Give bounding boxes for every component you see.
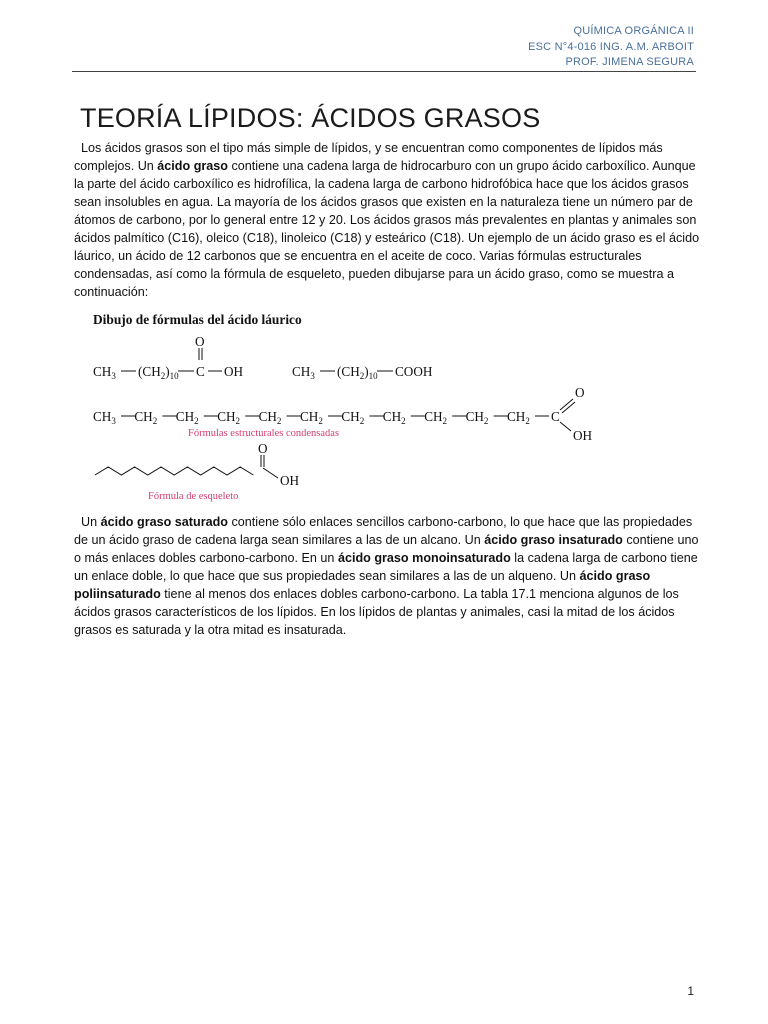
figure-title: Dibujo de fórmulas del ácido láurico <box>93 312 302 327</box>
f1-ch2: $(CH_2)_{10}$ <box>138 364 179 381</box>
header-teacher: PROF. JIMENA SEGURA <box>565 56 694 68</box>
f3-ch2-4: $CH_2$ <box>258 409 282 426</box>
term-polyunsaturated: ácido graso poliinsaturado <box>74 569 651 601</box>
intro-text-2: contiene una cadena larga de hidrocarburo con un grupo ácido carboxílico. Aunque la parte del ácido carboxílico es hidrofílica, la cadena larga de carbono hidrofóbica hace que los ácidos grasos sean insolubles en agua. La mayoría de los ácidos grasos que existen en la naturaleza tiene un número par de átomos de carbono, por lo general entre 12 y 20. Los ácidos grasos más prevalentes en plantas y animales son ácidos palmítico (C16), oleico (C18), linoleico (C18) y esteárico (C18). Un ejemplo de un ácido graso es el ácido láurico, un ácido de 12 carbonos que se encuentra en el aceite de coco. Varias fórmulas estructurales condensadas, así como la fórmula de esqueleto, pueden dibujarse para un ácido graso, como se muestra a continuación: <box>74 159 700 299</box>
header-divider <box>72 71 696 72</box>
saturation-paragraph <box>74 513 700 639</box>
intro-term-fatty-acid: ácido graso <box>157 159 228 173</box>
header-course: QUÍMICA ORGÁNICA II <box>573 25 694 37</box>
sat-text-4: la cadena larga de carbono tiene un enlace doble, lo que hace que sus propiedades sean similares a las de un alqueno. Un <box>74 551 698 583</box>
f1-carbon: C <box>196 364 205 379</box>
skeleton-oxygen: O <box>258 441 268 456</box>
term-unsaturated: ácido graso insaturado <box>484 533 623 547</box>
page-header <box>528 24 694 71</box>
condensed-formula-1 <box>93 334 244 381</box>
skeleton-formula <box>95 441 300 488</box>
f2-cooh: COOH <box>395 364 433 379</box>
sat-text-1: Un <box>81 515 101 529</box>
intro-paragraph <box>74 139 700 301</box>
f3-oh-bond <box>560 422 571 431</box>
f3-double-bond-a <box>560 399 573 410</box>
condensed-formula-2 <box>292 364 433 381</box>
caption-skeleton: Fórmula de esqueleto <box>148 491 239 502</box>
condensed-formula-3 <box>93 385 593 443</box>
f3-ch2-5: $CH_2$ <box>300 409 323 426</box>
f3-ch2-9: $CH_2$ <box>465 409 489 426</box>
f3-ch2-7: $CH_2$ <box>382 409 406 426</box>
term-monounsaturated: ácido graso monoinsaturado <box>337 551 511 565</box>
skeleton-oh: OH <box>280 473 300 488</box>
f2-ch2: $(CH_2)_{10}$ <box>337 364 378 381</box>
f3-ch2-6: $CH_2$ <box>341 409 365 426</box>
f3-ch2-1: $CH_2$ <box>134 409 158 426</box>
header-school: ESC N°4-016 ING. A.M. ARBOIT <box>528 40 694 53</box>
term-saturated: ácido graso saturado <box>100 515 228 529</box>
f1-oh: OH <box>224 364 244 379</box>
intro-text-1: Los ácidos grasos son el tipo más simple de lípidos, y se encuentran como componentes de lípidos más complejos. Un <box>74 141 663 173</box>
page-number: 1 <box>687 984 694 998</box>
f3-ch3: $CH_3$ <box>93 409 116 426</box>
f1-ch3: $CH_3$ <box>93 364 116 381</box>
skeleton-oh-bond <box>263 468 278 478</box>
f3-ch2-8: $CH_2$ <box>424 409 448 426</box>
lauric-acid-figure <box>88 308 600 504</box>
f3-carbon: C <box>551 409 560 424</box>
f1-oxygen: O <box>195 334 205 349</box>
sat-text-3: contiene uno o más enlaces dobles carbono-carbono. En un <box>74 533 699 565</box>
sat-text-2: contiene sólo enlaces sencillos carbono-carbono, lo que hace que las propiedades de un ácido graso de cadena larga sean similares a las de un alcano. Un <box>74 515 693 547</box>
f3-ch2-10: $CH_2$ <box>507 409 530 426</box>
f3-double-bond-b <box>562 402 575 413</box>
f3-ch2-3: $CH_2$ <box>217 409 241 426</box>
page-title: TEORÍA LÍPIDOS: ÁCIDOS GRASOS <box>80 103 541 133</box>
f3-ch2-2: $CH_2$ <box>175 409 199 426</box>
f3-oxygen: O <box>575 385 585 400</box>
lauric-acid-diagram <box>88 308 600 504</box>
f2-ch3: $CH_3$ <box>292 364 315 381</box>
f3-oh: OH <box>573 428 593 443</box>
caption-condensed: Fórmulas estructurales condensadas <box>188 428 340 439</box>
sat-text-5: tiene al menos dos enlaces dobles carbono-carbono. La tabla 17.1 menciona algunos de los ácidos grasos característicos de los lípidos. En los lípidos de plantas y animales, casi la mitad de los ácidos grasos es saturada y la otra mitad es insaturada. <box>74 587 679 637</box>
skeleton-zigzag <box>95 467 253 475</box>
